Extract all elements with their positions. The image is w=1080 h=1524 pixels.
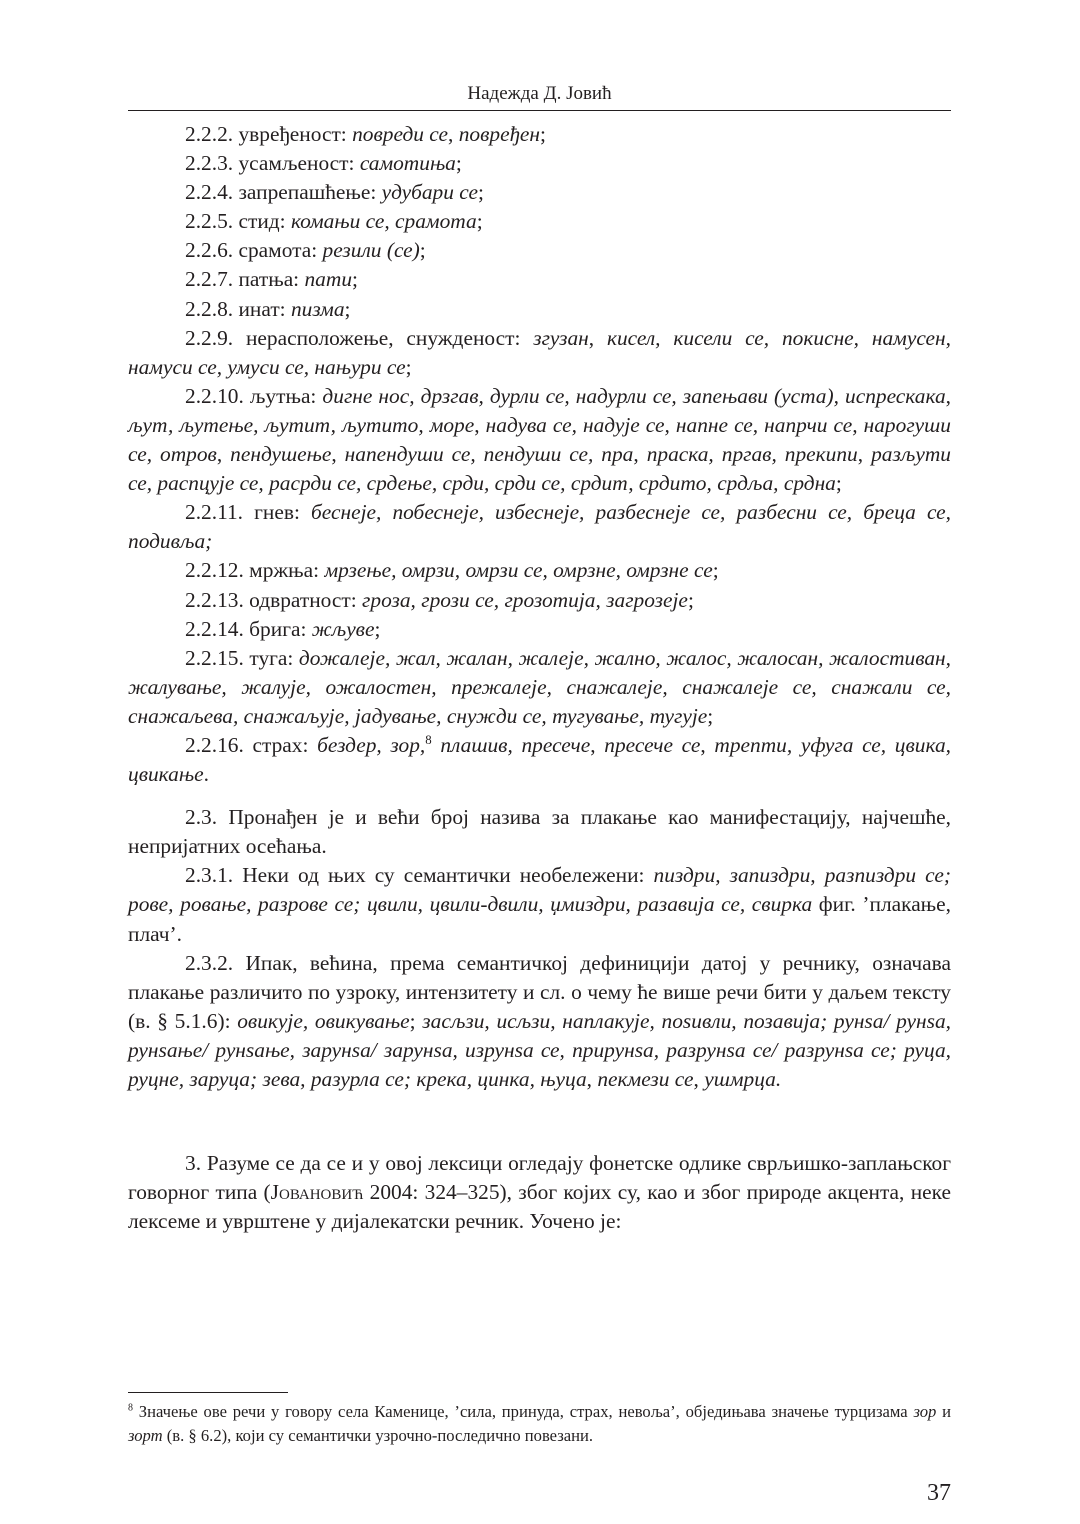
entry-words: пати <box>304 267 353 292</box>
entry-2-2-15 <box>128 644 951 731</box>
entry-words: жљуве <box>311 616 375 641</box>
footnote-number: 8 <box>128 1402 133 1414</box>
entry-words: згузан <box>533 325 589 350</box>
main-text <box>128 120 951 1236</box>
entry-separator: , <box>448 122 459 146</box>
entry-number: 2.2.7. <box>185 267 239 292</box>
footnote-term: зор <box>913 1402 937 1421</box>
footnote-marker: 8 <box>425 732 432 747</box>
entry-end: ; <box>539 122 546 146</box>
example-words: пиздри, запиздри, разпиздри се; рове, ровање, разрове се; цвили, цвили-двили, џмиздри, разавија се, свирка <box>128 863 952 917</box>
entry-end: ; <box>476 209 483 234</box>
entry-separator: , <box>700 732 715 757</box>
entry-words: дигне нос, дрзгав, дурли се, надурли се, запењави (уста), испрескака <box>322 383 946 408</box>
entry-words: љут, љутење, љутит, љутито, море <box>128 412 475 437</box>
entry-2-2-2 <box>128 120 951 149</box>
entry-end: ; <box>352 267 358 292</box>
entry-words: кисел, кисели се, покисне, намусен, намуси се, умуси се, нањури се <box>128 325 951 379</box>
entry-2-2-3 <box>128 149 951 178</box>
entry-number: 2.2.6. <box>185 238 239 263</box>
separator: , <box>586 1067 598 1091</box>
entry-words: повређен <box>458 122 540 146</box>
paragraph-tail: фиг. ’плакање, плач’. <box>128 892 951 946</box>
entry-words: повреди се <box>352 122 449 146</box>
header-rule <box>128 110 951 111</box>
example-words: пекмези се <box>597 1067 694 1091</box>
entry-label: патња: <box>238 267 305 292</box>
entry-words: беснеје, побеснеје, избеснеје, разбеснеје се, разбесни се, бреца се, подивља; <box>128 500 951 554</box>
entry-words: комањи се, срамота <box>290 209 477 234</box>
entry-2-2-10: 2.2.10. љутња: дигне нос, дрзгав, дурли се, надурли се, запењави (уста), испрескака, љут, љутење, љутит, љутито, море, надува се, надује се, напне се, напрчи се, нарогуши се, отров, пендушење, напендуши се, пендуши се, пра, праска, пргав, прекипи, разљути се, распцује се, расрди се, срдење, срди, срди се, срдит, срдито, срдља, срдна; <box>128 383 952 496</box>
entry-2-2-8 <box>128 295 951 324</box>
entry-end: ; <box>344 296 351 321</box>
entry-words: резили (се) <box>322 238 420 263</box>
entry-list <box>128 120 951 789</box>
entry-number: 2.2.11. <box>185 500 255 525</box>
entry-2-2-12 <box>128 556 951 585</box>
example-words: засљзи, исљзи, наплакује, поѕивли, позавија; рунѕа/ рунѕа, рунѕање/ рунѕање, зарунѕа/ зарунѕа, изрунѕа се, прирунѕа, разрунѕа се/ разрунѕа се; руца, руцне, заруца; зева, разурла се; крека, цинка, њуца <box>128 1008 951 1091</box>
entry-words: удубари се <box>381 180 479 205</box>
paragraph-2-3-1 <box>128 861 951 948</box>
entry-label: мржња: <box>249 558 325 583</box>
entry-label: стид: <box>238 209 291 234</box>
footnote-text: и <box>936 1402 952 1421</box>
entry-words: разљути се, распцује се, расрди се, срдење, срди, срди се, срдит, срдито, срдља, срдна <box>128 442 951 496</box>
entry-words: трепти, уфуга се, цвика, цвикање <box>128 732 951 787</box>
entry-2-2-13 <box>128 586 951 615</box>
entry-number: 2.2.10. <box>185 383 250 408</box>
paragraph-3 <box>128 1149 951 1236</box>
entry-words: плашив, пресече <box>431 732 591 757</box>
entry-number: 2.2.4. <box>185 180 239 205</box>
paragraph-2-3-2 <box>128 949 951 1094</box>
entry-label: нерасположење, снужденост: <box>245 325 534 350</box>
entry-label: туга: <box>249 645 299 670</box>
entry-number: 2.2.16. <box>185 732 253 757</box>
entry-end: ; <box>478 180 484 205</box>
entry-end: ; <box>419 238 426 263</box>
entry-words: напендуши се, пендуши се, пра <box>344 442 634 467</box>
entry-label: гнев: <box>254 500 311 525</box>
entry-label: страх: <box>252 732 318 757</box>
entry-words: пендушење <box>230 442 332 467</box>
separator: ; <box>409 1008 423 1033</box>
entry-words: бездер, зор, <box>317 732 426 757</box>
entry-number: 2.2.5. <box>185 209 239 234</box>
entry-number: 2.2.3. <box>185 151 239 176</box>
entry-words: мрзење, омрзи, омрзи се, омрзне, омрзне се <box>324 558 713 583</box>
entry-2-2-5 <box>128 207 951 236</box>
entry-2-2-9: 2.2.9. нерасположење, снужденост: згузан, кисел, кисели се, покисне, намусен, намуси се, умуси се, нањури се; <box>128 325 951 379</box>
entry-end: ; <box>374 616 381 641</box>
paragraph-lead: 2.3.1. Неки од њих су семантички необележени: <box>185 863 654 888</box>
entry-number: 2.2.14. <box>185 616 250 641</box>
entry-2-2-14 <box>128 615 951 644</box>
footnote-term: зорт <box>128 1426 163 1445</box>
paragraph-2-3: 2.3. Пронађен је и већи број назива за плакање као манифестацију, најчешће, непријатних осећања. <box>128 805 951 859</box>
entry-number: 2.2.15. <box>185 645 250 670</box>
footnote-text: (в. § 6.2), који су семантички узрочно-последично повезани. <box>162 1426 594 1445</box>
entry-2-2-7 <box>128 265 951 294</box>
entry-number: 2.2.8. <box>185 296 239 321</box>
entry-words: гроза, грози се, грозотија, загрозеје <box>362 587 688 612</box>
entry-end: ; <box>405 354 412 379</box>
entry-end: ; <box>712 558 719 583</box>
entry-label: одвратност: <box>249 587 363 612</box>
entry-label: запрепашћење: <box>238 180 382 205</box>
entry-number: 2.2.2. <box>185 122 239 146</box>
entry-end: ; <box>835 471 842 496</box>
entry-words: надува се, надује се, напне се, напрчи се, нарогуши се, отров <box>128 412 952 467</box>
entry-number: 2.2.12. <box>185 558 250 583</box>
entry-end: ; <box>687 587 694 612</box>
entry-separator: , <box>590 732 605 757</box>
entry-words: пресече се <box>604 732 701 757</box>
entry-label: брига: <box>249 616 312 641</box>
entry-end: ; <box>455 151 462 176</box>
entry-end: ; <box>707 703 714 728</box>
entry-2-2-4 <box>128 178 951 207</box>
page-number: 37 <box>927 1480 951 1506</box>
author-citation: Јовановић <box>270 1180 364 1205</box>
entry-words: праска, пргав, прекипи <box>646 442 858 467</box>
entry-label: срамота: <box>238 238 323 263</box>
entry-number: 2.2.9. <box>185 325 246 350</box>
entry-words: самотиња <box>359 151 456 176</box>
entry-2-2-6 <box>128 236 951 265</box>
example-words: ушмрца. <box>704 1067 782 1091</box>
entry-label: увређеност: <box>238 122 353 146</box>
entry-label: инат: <box>238 296 291 321</box>
footnote-rule <box>128 1392 288 1393</box>
footnote <box>128 1400 951 1448</box>
entry-end: . <box>203 762 209 787</box>
entry-label: љутња: <box>249 383 323 408</box>
paragraph-tail: 2004: 324–325), због којих су, као и због природе акцента, неке лексеме и уврштене у дијалекатски речник. Уочено је: <box>128 1180 951 1234</box>
entry-words: дожалеје, жал, жалан, жалеје, жално, жалос, жалосан, жалостиван, жалување, жалује, ожалостен, прежалеје, снажалеје, снажалеје се, снажали се, снажаљева, снажаљује, јадување, снужди се, тугување, тугује <box>128 645 952 728</box>
entry-label: усамљеност: <box>238 151 360 176</box>
running-header: Надежда Д. Јовић <box>467 83 612 104</box>
paragraph-lead: 3. Разуме се да се и у овој лексици огледају фонетске одлике сврљишко-заплањског говорног типа ( <box>128 1151 951 1205</box>
paragraph-lead: 2.3.2. Ипак, већина, према семантичкој дефиницији датој у речнику, означава плакање различито по узроку, интензитету и сл. о чему ће више речи бити у даљем тексту (в. § 5.1.6): <box>128 950 951 1033</box>
entry-2-2-11 <box>128 498 951 556</box>
entry-words: пизма <box>290 296 345 321</box>
example-words: овикује, овикување <box>237 1008 410 1033</box>
entry-2-2-16 <box>128 731 951 789</box>
separator: , <box>693 1067 705 1091</box>
footnote-text: Значење ове речи у говору села Каменице, ’сила, принуда, страх, невоља’, обједињава значење турцизама <box>132 1402 914 1421</box>
entry-number: 2.2.13. <box>185 587 250 612</box>
